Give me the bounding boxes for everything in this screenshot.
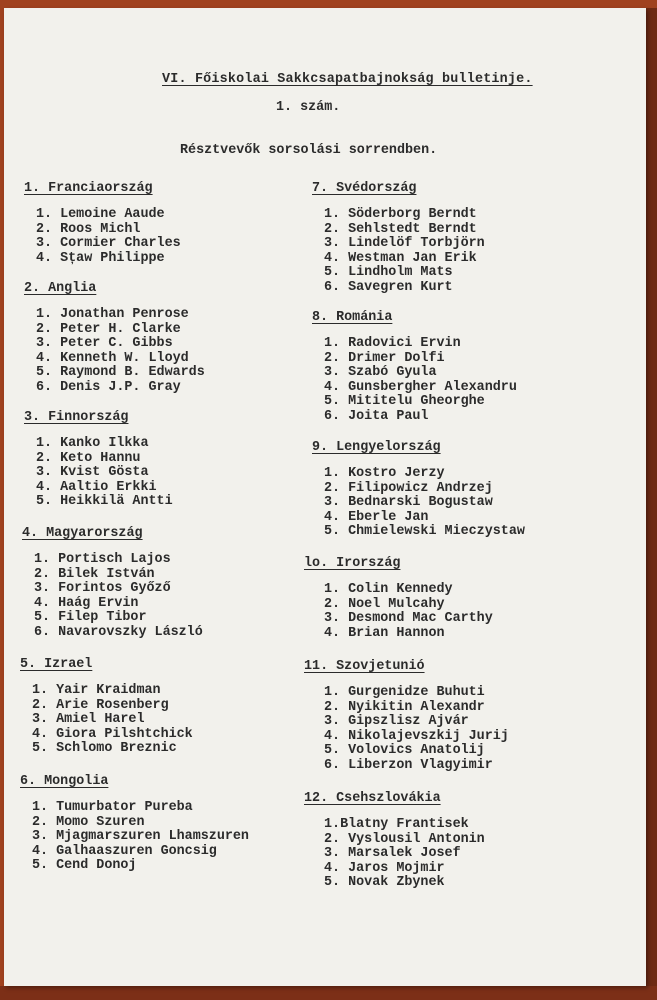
team-heading: 5. Izrael [20, 657, 93, 672]
player-entry: 1. Tumurbator Pureba [32, 800, 193, 815]
team-group [312, 309, 517, 424]
player-entry: 2. Arie Rosenberg [32, 697, 169, 713]
player-list [24, 308, 205, 395]
team-heading: 6. Mongolia [20, 774, 109, 789]
player-entry: 2. Vyslousil Antonin [324, 831, 485, 847]
player-entry: 3. Peter C. Gibbs [36, 336, 173, 351]
player-list [312, 208, 485, 295]
player-entry: 4. Westman Jan Erik [324, 250, 477, 266]
issue-number: 1. szám. [276, 100, 341, 115]
team-group [20, 773, 249, 874]
player-entry: 2. Drimer Dolfi [324, 350, 445, 366]
player-entry: 1.Blatny Frantisek [324, 817, 469, 832]
player-entry: 1. Lemoine Aaude [36, 207, 165, 222]
team-group [312, 180, 485, 295]
player-entry: 4. Giora Pilshtchick [32, 726, 193, 742]
player-entry: 3. Desmond Mac Carthy [324, 611, 493, 626]
team-group [20, 656, 193, 757]
player-entry: 1. Jonathan Penrose [36, 307, 189, 322]
player-entry: 1. Söderborg Berndt [324, 207, 477, 222]
player-entry: 1. Kanko Ilkka [36, 436, 149, 451]
player-entry: 1. Portisch Lajos [34, 552, 171, 567]
player-list [312, 337, 517, 424]
player-entry: 2. Roos Michl [36, 221, 141, 237]
player-entry: 4. Eberle Jan [324, 509, 429, 525]
player-list [24, 208, 181, 266]
player-entry: 3. Cormier Charles [36, 236, 181, 251]
player-entry: 2. Bilek István [34, 566, 155, 582]
player-entry: 4. Brian Hannon [324, 625, 445, 641]
player-list [22, 553, 203, 640]
team-heading: 3. Finnország [24, 410, 129, 425]
team-heading: 12. Csehszlovákia [304, 791, 441, 806]
document-page [4, 8, 646, 986]
player-entry: 6. Savegren Kurt [324, 279, 453, 295]
player-entry: 5. Volovics Anatolij [324, 743, 485, 758]
player-list [20, 684, 193, 757]
player-entry: 4. Sțaw Philippe [36, 250, 165, 266]
team-heading: 9. Lengyelország [312, 440, 441, 455]
player-entry: 2. Nyikitin Alexandr [324, 699, 485, 715]
player-list [304, 583, 493, 641]
player-entry: 3. Marsalek Josef [324, 846, 461, 861]
team-heading: 2. Anglia [24, 281, 97, 296]
player-entry: 5. Heikkilä Antti [36, 494, 173, 509]
player-entry: 2. Noel Mulcahy [324, 596, 445, 612]
team-heading: 8. Románia [312, 310, 393, 325]
player-entry: 3. Amiel Harel [32, 712, 145, 727]
player-entry: 3. Forintos Győző [34, 581, 171, 596]
team-heading: 1. Franciaország [24, 181, 153, 196]
team-heading: 7. Svédország [312, 181, 417, 196]
team-group [22, 525, 203, 640]
player-entry: 3. Gipszlisz Ajvár [324, 714, 469, 729]
player-entry: 4. Galhaaszuren Goncsig [32, 843, 217, 859]
player-list [304, 818, 485, 891]
player-entry: 4. Gunsbergher Alexandru [324, 379, 517, 395]
document-subtitle: Résztvevők sorsolási sorrendben. [180, 143, 438, 158]
player-entry: 3. Kvist Gösta [36, 465, 149, 480]
player-entry: 2. Sehlstedt Berndt [324, 221, 477, 237]
player-entry: 1. Yair Kraidman [32, 683, 161, 698]
player-entry: 2. Peter H. Clarke [36, 321, 181, 337]
player-entry: 5. Lindholm Mats [324, 265, 453, 280]
player-entry: 3. Bednarski Bogustaw [324, 495, 493, 510]
player-entry: 5. Raymond B. Edwards [36, 365, 205, 380]
player-entry: 1. Kostro Jerzy [324, 466, 445, 481]
team-group [312, 439, 525, 540]
player-entry: 6. Denis J.P. Gray [36, 379, 181, 395]
player-list [304, 686, 509, 773]
player-list [24, 437, 173, 510]
player-entry: 1. Radovici Ervin [324, 336, 461, 351]
player-entry: 4. Haág Ervin [34, 595, 139, 611]
player-entry: 4. Jaros Mojmir [324, 860, 445, 876]
team-group [24, 180, 181, 266]
player-entry: 6. Liberzon Vlagyimir [324, 757, 493, 773]
player-entry: 2. Filipowicz Andrzej [324, 480, 493, 496]
team-heading: 4. Magyarország [22, 526, 143, 541]
player-entry: 6. Navarovszky László [34, 624, 203, 640]
player-entry: 1. Gurgenidze Buhuti [324, 685, 485, 700]
team-heading: lo. Irország [304, 556, 401, 571]
player-entry: 5. Mititelu Gheorghe [324, 394, 485, 409]
player-entry: 3. Lindelöf Torbjörn [324, 236, 485, 251]
player-entry: 5. Novak Zbynek [324, 875, 445, 890]
player-entry: 4. Kenneth W. Lloyd [36, 350, 189, 366]
page-edge-shadow [646, 8, 657, 1000]
player-entry: 2. Keto Hannu [36, 450, 141, 466]
player-list [312, 467, 525, 540]
team-group [24, 409, 173, 510]
player-entry: 5. Cend Donoj [32, 858, 137, 873]
team-group [304, 790, 485, 891]
team-group [304, 555, 493, 641]
player-list [20, 801, 249, 874]
team-group [304, 658, 509, 773]
document-title: VI. Főiskolai Sakkcsapatbajnokság bulletinje. [162, 72, 533, 87]
player-entry: 1. Colin Kennedy [324, 582, 453, 597]
player-entry: 3. Szabó Gyula [324, 365, 437, 380]
player-entry: 2. Momo Szuren [32, 814, 145, 830]
team-heading: 11. Szovjetunió [304, 659, 425, 674]
page-bottom-shadow [0, 986, 657, 1000]
player-entry: 4. Nikolajevszkij Jurij [324, 728, 509, 744]
player-entry: 6. Joita Paul [324, 408, 429, 424]
player-entry: 3. Mjagmarszuren Lhamszuren [32, 829, 249, 844]
player-entry: 5. Chmielewski Mieczystaw [324, 524, 525, 539]
team-group [24, 280, 205, 395]
player-entry: 5. Schlomo Breznic [32, 741, 177, 756]
player-entry: 5. Filep Tibor [34, 610, 147, 625]
player-entry: 4. Aaltio Erkki [36, 479, 157, 495]
